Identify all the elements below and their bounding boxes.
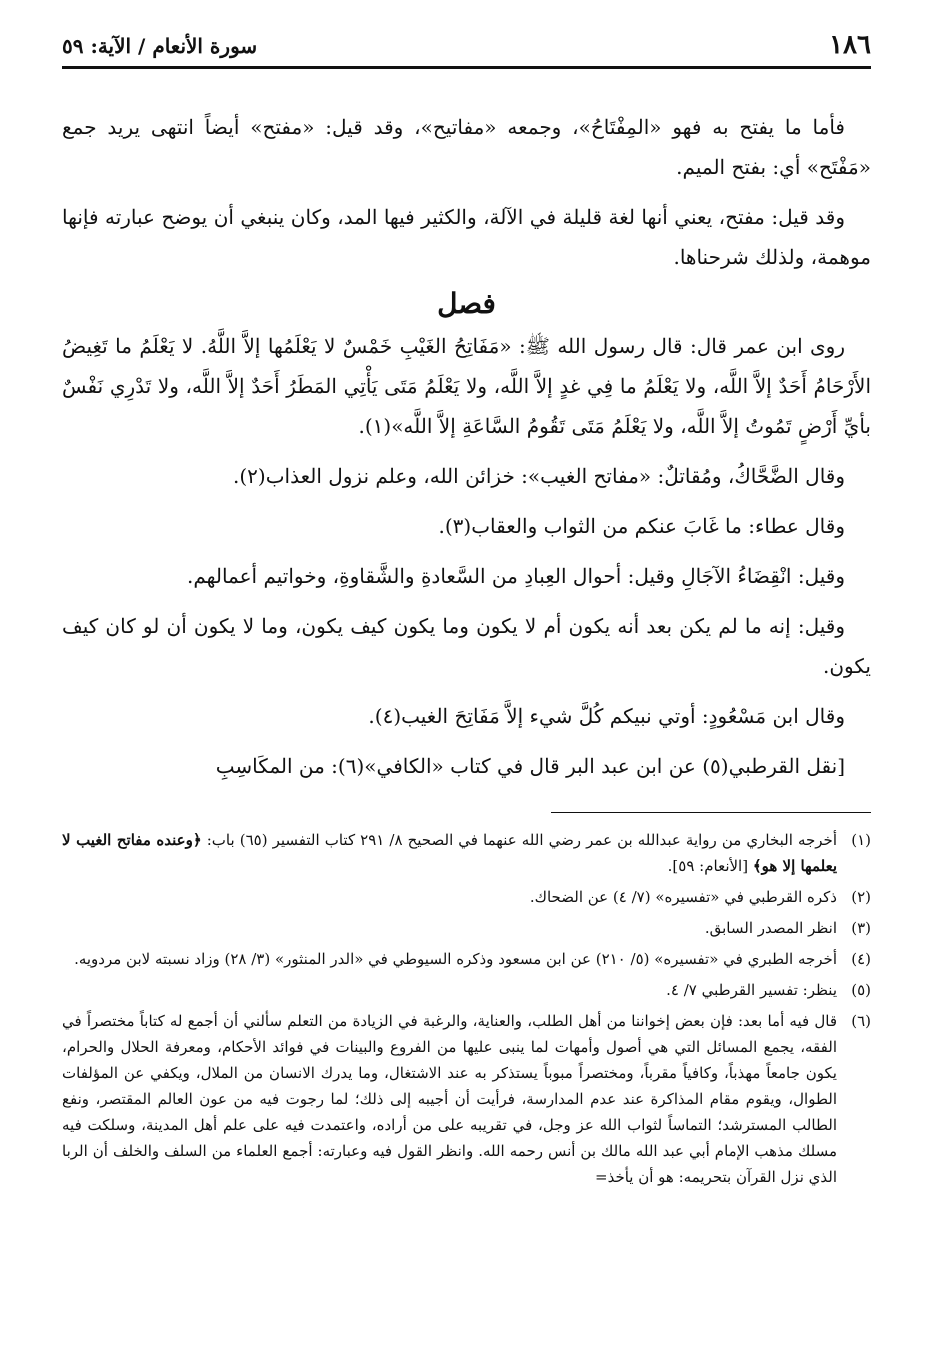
- footnote-number: (٢): [851, 888, 871, 906]
- footnote-text-part: أخرجه البخاري من رواية عبدالله بن عمر رضي الله عنهما في الصحيح ٨/ ٢٩١ كتاب التفسير (٦٥) باب:: [201, 831, 837, 849]
- paragraph: وقال ابن مَسْعُودٍ: أوتي نبيكم كُلَّ شيء إلاَّ مَفَاتِحَ الغيب(٤).: [368, 704, 845, 728]
- paragraph: وقال الضَّحَّاكُ، ومُقاتلٌ: «مفاتح الغيب»: خزائن الله، وعلم نزول العذاب(٢).: [232, 464, 845, 488]
- main-text: [62, 107, 871, 786]
- footnote-text: ينظر: تفسير القرطبي ٧/ ٤.: [666, 981, 837, 999]
- footnote: [62, 915, 871, 941]
- footnote-number: (٤): [851, 950, 871, 968]
- paragraph: روى ابن عمر قال: قال رسول الله ﷺ: «مَفَاتِحُ الغَيْبِ خَمْسٌ لا يَعْلَمُها إلاَّ اللَّهُ. لا يَعْلَمُ ما تَغِيضُ الأَرْحَامُ أَحَدٌ إلاَّ اللَّه، ولا يَعْلَمُ ما فِي غدٍ إلاَّ اللَّه، ولا يَعْلَمُ مَتَى يَأْتِي المَطَرُ أَحَدٌ إلاَّ اللَّه، ولا تَدْرِي نَفْسٌ بأيِّ أَرْضٍ تَمُوتُ إلاَّ اللَّه، ولا يَعْلَمُ مَتَى تَقُومُ السَّاعَةِ إلاَّ اللَّه»(١).: [62, 334, 871, 438]
- running-title: سورة الأنعام / الآية: ٥٩: [62, 34, 258, 58]
- page: [62, 28, 871, 1366]
- footnote: [62, 884, 871, 910]
- footnote: [62, 1008, 871, 1190]
- footnote-number: (٣): [851, 919, 871, 937]
- footnote-text: انظر المصدر السابق.: [704, 919, 837, 937]
- running-header: [62, 28, 871, 69]
- footnotes: [62, 827, 871, 1190]
- footnote: [62, 946, 871, 972]
- paragraph: [نقل القرطبي(٥) عن ابن عبد البر قال في كتاب «الكافي»(٦): من المكَاسِبِ: [215, 754, 845, 778]
- paragraph: وقيل: إنه ما لم يكن بعد أنه يكون أم لا يكون وما يكون كيف يكون، وما لا يكون أن لو كان كيف يكون.: [62, 614, 871, 678]
- section-heading: فصل: [437, 287, 496, 320]
- paragraph: وقال عطاء: ما غَابَ عنكم من الثواب والعقاب(٣).: [438, 514, 845, 538]
- quran-verse: ﴿وعنده مفاتح الغيب لا يعلمها إلا هو﴾: [62, 831, 837, 875]
- footnote-number: (٥): [851, 981, 871, 999]
- paragraph: فأما ما يفتح به فهو «المِفْتَاحُ»، وجمعه «مفاتيح»، وقد قيل: «مفتح» أيضاً انتهى يريد جمع «مَفْتَح» أي: بفتح الميم.: [62, 115, 871, 179]
- footnote-number: (١): [851, 831, 871, 849]
- footnote: [62, 977, 871, 1003]
- footnote-text-part: [الأنعام: ٥٩].: [667, 857, 753, 875]
- paragraph: وقد قيل: مفتح، يعني أنها لغة قليلة في الآلة، والكثير فيها المد، وكان ينبغي أن يوضح عبارته فإنها موهمة، ولذلك شرحناها.: [62, 205, 871, 269]
- footnote-text: [62, 827, 837, 879]
- page-number: ١٨٦: [829, 30, 871, 60]
- footnote-text: ذكره القرطبي في «تفسيره» (٧/ ٤) عن الضحاك.: [529, 888, 837, 906]
- footnote-text: قال فيه أما بعد: فإن بعض إخواننا من أهل الطلب، والعناية، والرغبة في الزيادة من التعلم سألني أن أجمع له كتاباً مختصراً في الفقه، يجمع المسائل التي هي أصول وأمهات لما ينبى عليها من الفروع والبينات في فوائد الأحكام، ومعرفة الحلال والحرام، يكون جامعاً مهذباً، وكافياً مقرباً، ومختصراً مبوباً يستذكر به عند الاشتغال، وما يدرك الانسان من الملال، ويكفي عن المؤلفات الطوال، ويقوم مقام المذاكرة عند عدم المدارسة، فرأيت أن أجيبه إلى ذلك؛ لما رجوت فيه من عون العالم المقتصر، ونفع الطالب المسترشد؛ التماساً لثواب الله عز وجل، في تقريبه على من أراده، واعتمدت فيه على علم أهل المدينة، وسلكت فيه مسلك مذهب الإمام أبي عبد الله مالك بن أنس رحمه الله. وانظر القول فيه وعبارته: أجمع العلماء من السلف والخلف أن الربا الذي نزل القرآن بتحريمه: هو أن يأخذ=: [62, 1012, 837, 1186]
- paragraph: وقيل: انْقِضَاءُ الآجَالِ وقيل: أحوال العِبادِ من السَّعادةِ والشَّقاوةِ، وخواتيم أعمالهم.: [186, 564, 845, 588]
- footnote-text: أخرجه الطبري في «تفسيره» (٥/ ٢١٠) عن ابن مسعود وذكره السيوطي في «الدر المنثور» (٣/ ٢٨) وزاد نسبته لابن مردويه.: [74, 950, 837, 968]
- footnote: [62, 827, 871, 879]
- footnote-number: (٦): [851, 1012, 871, 1030]
- footnote-divider: [551, 812, 871, 813]
